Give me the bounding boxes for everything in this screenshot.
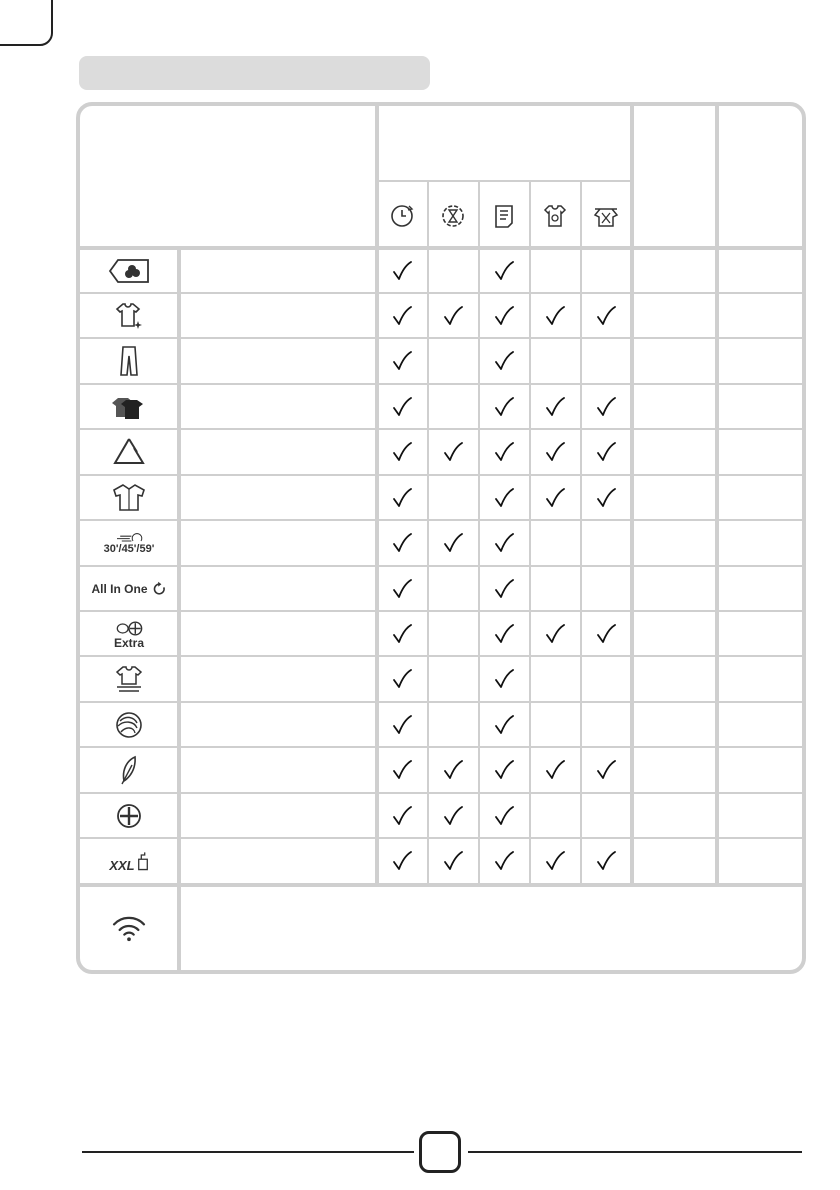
checkmark (581, 432, 631, 472)
checkmark (479, 341, 529, 381)
all-in-one-icon (82, 569, 176, 609)
checkmark (479, 387, 529, 427)
checkmark (428, 750, 478, 790)
checkmark (581, 750, 631, 790)
cotton-icon (82, 251, 176, 291)
checkmark (377, 341, 427, 381)
row-label-xxl (182, 841, 372, 881)
checkmark (377, 478, 427, 518)
checkmark (479, 796, 529, 836)
checkmark (377, 659, 427, 699)
checkmark (377, 750, 427, 790)
shirts-icon (82, 478, 176, 518)
checkmark (530, 750, 580, 790)
row-label-all-in-one (182, 569, 372, 609)
rinse-refresh-icon (82, 659, 176, 699)
row-label-rapid (182, 523, 372, 563)
synthetics-icon (82, 432, 176, 472)
hygiene-icon (82, 796, 176, 836)
checkmark (428, 523, 478, 563)
checkmark (530, 432, 580, 472)
checkmark (479, 296, 529, 336)
checkmark (428, 432, 478, 472)
rapid-icon-text: 30'/45'/59' (103, 543, 155, 555)
checkmark (479, 478, 529, 518)
row-label-hygiene (182, 796, 372, 836)
checkmark (428, 841, 478, 881)
time-saver-icon (428, 196, 478, 236)
crop-mark (0, 0, 58, 58)
row-label-cotton (182, 251, 372, 291)
checkmark (479, 841, 529, 881)
checkmark (377, 796, 427, 836)
row-label-wool (182, 705, 372, 745)
checkmark (530, 296, 580, 336)
easy-iron-icon (530, 196, 580, 236)
delay-start-icon (377, 196, 427, 236)
checkmark (377, 523, 427, 563)
checkmark (377, 432, 427, 472)
footer-line-right (468, 1151, 802, 1153)
checkmark (377, 251, 427, 291)
checkmark (479, 750, 529, 790)
xxl-icon (82, 841, 176, 881)
row-label-hygiene-extra (182, 614, 372, 654)
checkmark (479, 523, 529, 563)
checkmark (479, 432, 529, 472)
checkmark (479, 614, 529, 654)
checkmark (530, 478, 580, 518)
dark-garments-icon (82, 387, 176, 427)
checkmark (581, 296, 631, 336)
stain-level-icon (479, 196, 529, 236)
row-label-mixed-colored (182, 296, 372, 336)
checkmark (530, 841, 580, 881)
checkmark (377, 569, 427, 609)
row-label-synthetics (182, 432, 372, 472)
checkmark (581, 387, 631, 427)
checkmark (377, 841, 427, 881)
checkmark (377, 705, 427, 745)
anti-crease-icon (581, 196, 631, 236)
checkmark (479, 251, 529, 291)
checkmark (530, 614, 580, 654)
row-label-shirts (182, 478, 372, 518)
mixed-colored-icon (82, 296, 176, 336)
rapid-icon (82, 523, 176, 563)
checkmark (479, 659, 529, 699)
checkmark (377, 387, 427, 427)
checkmark (428, 796, 478, 836)
checkmark (581, 614, 631, 654)
hygiene-extra-icon-text: Extra (113, 635, 145, 650)
wifi-icon (82, 890, 176, 968)
row-label-dark-garments (182, 387, 372, 427)
xxl-icon-text: XXL (109, 857, 135, 873)
section-title-bar (79, 56, 430, 90)
wool-icon (82, 705, 176, 745)
checkmark (530, 387, 580, 427)
row-label-delicates (182, 750, 372, 790)
checkmark (479, 705, 529, 745)
jeans-icon (82, 341, 176, 381)
checkmark (377, 614, 427, 654)
page-number-box (419, 1131, 461, 1173)
delicates-icon (82, 750, 176, 790)
row-label-jeans (182, 341, 372, 381)
checkmark (377, 296, 427, 336)
checkmark (581, 841, 631, 881)
all-in-one-icon-text: All In One (91, 582, 148, 596)
checkmark (581, 478, 631, 518)
hygiene-extra-icon (82, 614, 176, 654)
footer-line-left (82, 1151, 414, 1153)
row-label-rinse-refresh (182, 659, 372, 699)
checkmark (428, 296, 478, 336)
checkmark (479, 569, 529, 609)
